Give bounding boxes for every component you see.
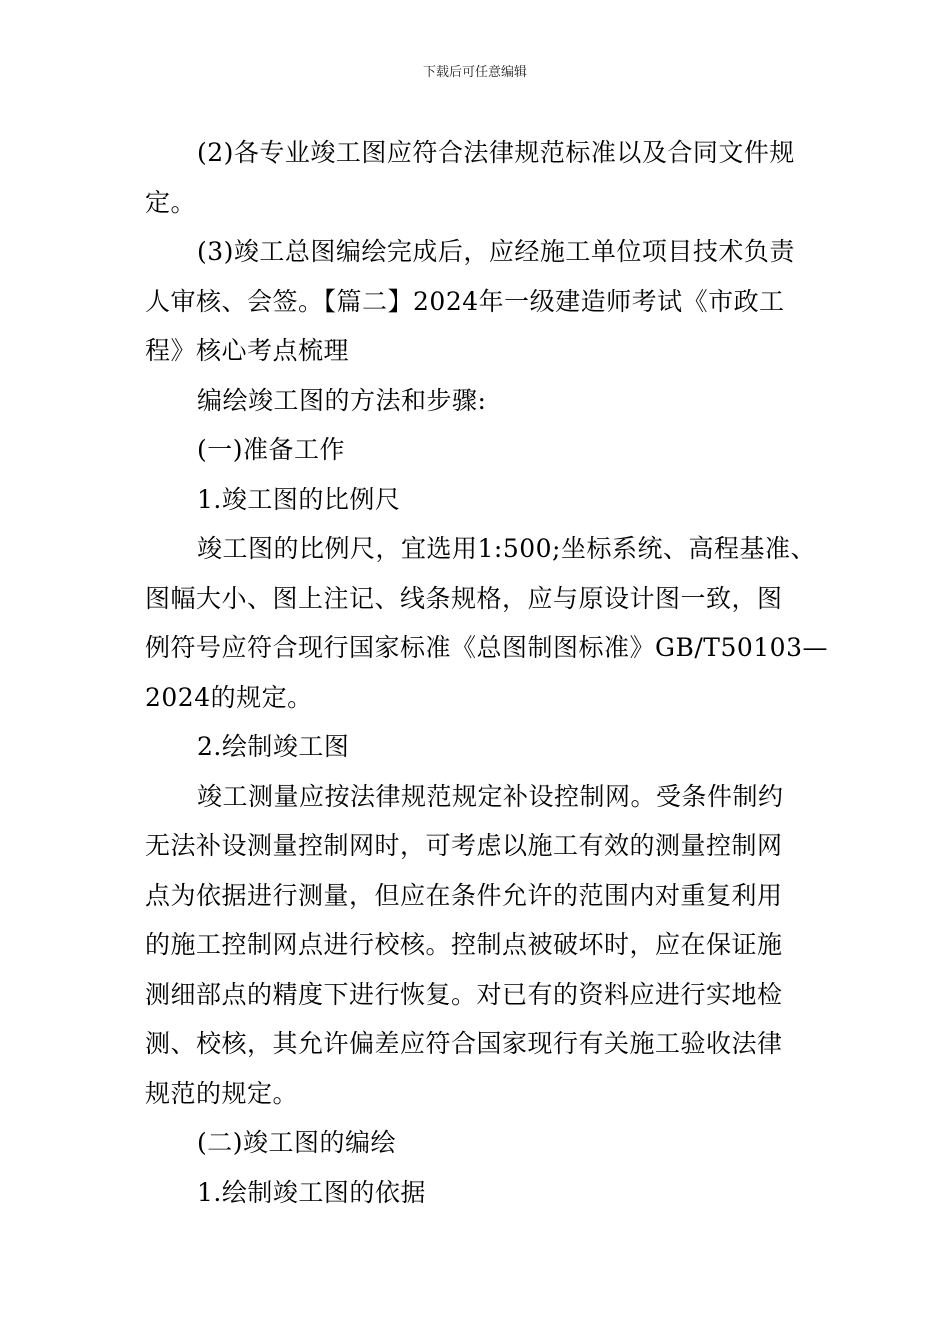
paragraph-line: 规范的规定。	[145, 1078, 299, 1108]
subsection-heading: 1.竣工图的比例尺	[197, 484, 401, 514]
paragraph-line: 测、校核，其允许偏差应符合国家现行有关施工验收法律	[145, 1029, 783, 1058]
paragraph-line: 无法补设测量控制网时，可考虑以施工有效的测量控制网	[145, 831, 783, 860]
paragraph-line: 测细部点的精度下进行恢复。对已有的资料应进行实地检	[145, 979, 783, 1009]
document-body	[145, 128, 828, 1217]
subsection-heading: 2.绘制竣工图	[197, 732, 350, 761]
paragraph-line: 定。	[145, 187, 197, 217]
subsection-heading: 1.绘制竣工图的依据	[197, 1177, 426, 1207]
paragraph-line: (3)竣工总图编绘完成后，应经施工单位项目技术负责	[197, 237, 795, 266]
paragraph-line: 编绘竣工图的方法和步骤:	[197, 385, 487, 415]
paragraph-line: 竣工图的比例尺，宜选用1:500;坐标系统、高程基准、	[197, 534, 816, 563]
paragraph-line: 的施工控制网点进行校核。控制点被破坏时，应在保证施	[145, 930, 783, 959]
section-heading: (二)竣工图的编绘	[197, 1128, 397, 1157]
page-header: 下载后可任意编辑	[422, 65, 527, 80]
paragraph-line: 程》核心考点梳理	[145, 336, 350, 365]
paragraph-line: 人审核、会签。【篇二】2024年一级建造师考试《市政工	[145, 286, 785, 316]
paragraph-line: 点为依据进行测量，但应在条件允许的范围内对重复利用	[145, 880, 783, 910]
paragraph-line: 2024的规定。	[145, 682, 313, 712]
paragraph-line: (2)各专业竣工图应符合法律规范标准以及合同文件规	[197, 138, 795, 167]
paragraph-line: 图幅大小、图上注记、线条规格，应与原设计图一致，图	[145, 583, 783, 613]
paragraph-line: 竣工测量应按法律规范规定补设控制网。受条件制约	[197, 781, 784, 811]
paragraph-line: 例符号应符合现行国家标准《总图制图标准》GB/T50103—	[145, 633, 828, 662]
section-heading: (一)准备工作	[197, 435, 346, 464]
